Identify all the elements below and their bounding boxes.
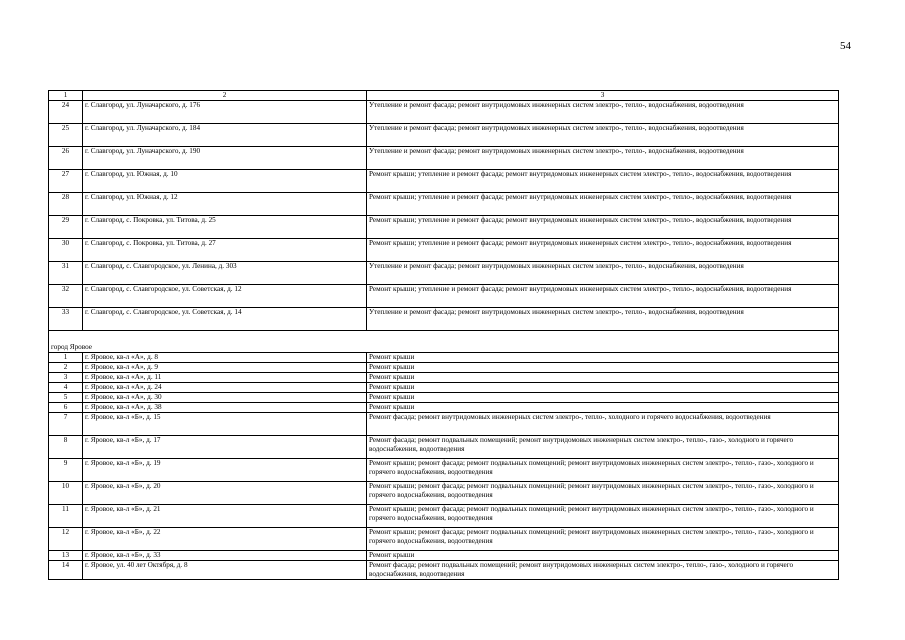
row-address: г. Славгород, с. Покровка, ул. Титова, д. 25 [83, 216, 367, 239]
table-row [49, 436, 839, 459]
row-address: г. Славгород, ул. Луначарского, д. 176 [83, 101, 367, 124]
row-address: г. Славгород, с. Славгородское, ул. Советская, д. 12 [83, 285, 367, 308]
row-work: Ремонт фасада; ремонт подвальных помещений; ремонт внутридомовых инженерных систем электро-, тепло-, газо-, холодного и горячего водоснабжения, водоотведения [367, 436, 839, 459]
table-row [49, 413, 839, 436]
row-address: г. Славгород, с. Славгородское, ул. Советская, д. 14 [83, 308, 367, 331]
row-work: Утепление и ремонт фасада; ремонт внутридомовых инженерных систем электро-, тепло-, водоснабжения, водоотведения [367, 262, 839, 285]
table-row [49, 383, 839, 393]
row-address: г. Славгород, с. Покровка, ул. Титова, д. 27 [83, 239, 367, 262]
table-row [49, 239, 839, 262]
row-address: г. Яровое, кв-л «Б», д. 21 [83, 505, 367, 528]
table-row [49, 459, 839, 482]
row-number: 32 [49, 285, 83, 308]
row-work: Ремонт крыши [367, 383, 839, 393]
row-address: г. Яровое, кв-л «Б», д. 20 [83, 482, 367, 505]
row-address: г. Яровое, кв-л «А», д. 38 [83, 403, 367, 413]
row-work: Утепление и ремонт фасада; ремонт внутридомовых инженерных систем электро-, тепло-, водоснабжения, водоотведения [367, 124, 839, 147]
row-work: Ремонт фасада; ремонт внутридомовых инженерных систем электро-, тепло-, холодного и горячего водоснабжения, водоотведения [367, 413, 839, 436]
row-number: 3 [49, 373, 83, 383]
row-address: г. Славгород, ул. Южная, д. 12 [83, 193, 367, 216]
table-row [49, 308, 839, 331]
row-address: г. Славгород, с. Славгородское, ул. Ленина, д. 303 [83, 262, 367, 285]
row-work: Ремонт крыши [367, 363, 839, 373]
row-number: 6 [49, 403, 83, 413]
row-work: Ремонт крыши; ремонт фасада; ремонт подвальных помещений; ремонт внутридомовых инженерных систем электро-, тепло-, газо-, холодного и горячего водоснабжения, водоотведения [367, 528, 839, 551]
row-address: г. Яровое, кв-л «Б», д. 17 [83, 436, 367, 459]
row-work: Ремонт крыши [367, 373, 839, 383]
row-number: 12 [49, 528, 83, 551]
row-address: г. Яровое, кв-л «Б», д. 22 [83, 528, 367, 551]
row-number: 25 [49, 124, 83, 147]
row-number: 5 [49, 393, 83, 403]
table-row [49, 482, 839, 505]
table-row [49, 528, 839, 551]
row-address: г. Яровое, кв-л «Б», д. 19 [83, 459, 367, 482]
row-number: 24 [49, 101, 83, 124]
row-address: г. Яровое, кв-л «А», д. 11 [83, 373, 367, 383]
row-work: Ремонт крыши; утепление и ремонт фасада; ремонт внутридомовых инженерных систем электро-, тепло-, водоснабжения, водоотведения [367, 193, 839, 216]
row-work: Ремонт крыши; утепление и ремонт фасада; ремонт внутридомовых инженерных систем электро-, тепло-, водоснабжения, водоотведения [367, 239, 839, 262]
table-row [49, 262, 839, 285]
row-number: 11 [49, 505, 83, 528]
table-row [49, 363, 839, 373]
row-address: г. Славгород, ул. Южная, д. 10 [83, 170, 367, 193]
row-work: Ремонт крыши [367, 551, 839, 561]
row-work: Утепление и ремонт фасада; ремонт внутридомовых инженерных систем электро-, тепло-, водоснабжения, водоотведения [367, 147, 839, 170]
row-address: г. Яровое, кв-л «А», д. 30 [83, 393, 367, 403]
row-number: 4 [49, 383, 83, 393]
header-cell: 3 [367, 91, 839, 101]
section-row [49, 331, 839, 353]
table-row [49, 193, 839, 216]
row-address: г. Славгород, ул. Луначарского, д. 184 [83, 124, 367, 147]
table-row [49, 393, 839, 403]
page-number: 54 [840, 40, 851, 52]
table-row [49, 551, 839, 561]
table-row [49, 170, 839, 193]
row-number: 9 [49, 459, 83, 482]
row-number: 14 [49, 561, 83, 580]
row-number: 1 [49, 353, 83, 363]
row-work: Ремонт крыши; утепление и ремонт фасада; ремонт внутридомовых инженерных систем электро-, тепло-, водоснабжения, водоотведения [367, 216, 839, 239]
row-address: г. Яровое, кв-л «А», д. 9 [83, 363, 367, 373]
table-row [49, 353, 839, 363]
row-number: 10 [49, 482, 83, 505]
row-work: Ремонт крыши; ремонт фасада; ремонт подвальных помещений; ремонт внутридомовых инженерных систем электро-, тепло-, газо-, холодного и горячего водоснабжения, водоотведения [367, 505, 839, 528]
table-row [49, 373, 839, 383]
row-work: Ремонт крыши [367, 353, 839, 363]
row-number: 7 [49, 413, 83, 436]
row-number: 33 [49, 308, 83, 331]
row-work: Ремонт крыши; утепление и ремонт фасада; ремонт внутридомовых инженерных систем электро-, тепло-, водоснабжения, водоотведения [367, 170, 839, 193]
row-address: г. Славгород, ул. Луначарского, д. 190 [83, 147, 367, 170]
row-number: 28 [49, 193, 83, 216]
table-row [49, 216, 839, 239]
repair-table [48, 90, 839, 580]
row-work: Ремонт крыши; ремонт фасада; ремонт подвальных помещений; ремонт внутридомовых инженерных систем электро-, тепло-, газо-, холодного и горячего водоснабжения, водоотведения [367, 482, 839, 505]
table-row [49, 101, 839, 124]
row-work: Ремонт фасада; ремонт подвальных помещений; ремонт внутридомовых инженерных систем электро-, тепло-, газо-, холодного и горячего водоснабжения, водоотведения [367, 561, 839, 580]
row-number: 13 [49, 551, 83, 561]
row-address: г. Яровое, кв-л «А», д. 8 [83, 353, 367, 363]
row-work: Ремонт крыши [367, 393, 839, 403]
row-address: г. Яровое, кв-л «А», д. 24 [83, 383, 367, 393]
header-cell: 2 [83, 91, 367, 101]
row-number: 27 [49, 170, 83, 193]
row-work: Ремонт крыши; ремонт фасада; ремонт подвальных помещений; ремонт внутридомовых инженерных систем электро-, тепло-, газо-, холодного и горячего водоснабжения, водоотведения [367, 459, 839, 482]
row-address: г. Яровое, кв-л «Б», д. 33 [83, 551, 367, 561]
header-cell: 1 [49, 91, 83, 101]
row-work: Утепление и ремонт фасада; ремонт внутридомовых инженерных систем электро-, тепло-, водоснабжения, водоотведения [367, 308, 839, 331]
row-work: Утепление и ремонт фасада; ремонт внутридомовых инженерных систем электро-, тепло-, водоснабжения, водоотведения [367, 101, 839, 124]
section-title: город Яровое [49, 331, 839, 353]
row-number: 31 [49, 262, 83, 285]
row-number: 30 [49, 239, 83, 262]
row-address: г. Яровое, ул. 40 лет Октября, д. 8 [83, 561, 367, 580]
table-row [49, 285, 839, 308]
row-number: 8 [49, 436, 83, 459]
row-number: 26 [49, 147, 83, 170]
row-work: Ремонт крыши [367, 403, 839, 413]
table-row [49, 147, 839, 170]
table-row [49, 561, 839, 580]
row-number: 29 [49, 216, 83, 239]
row-work: Ремонт крыши; утепление и ремонт фасада; ремонт внутридомовых инженерных систем электро-, тепло-, водоснабжения, водоотведения [367, 285, 839, 308]
table-row [49, 403, 839, 413]
row-address: г. Яровое, кв-л «Б», д. 15 [83, 413, 367, 436]
table-row [49, 505, 839, 528]
table-header-row [49, 91, 839, 101]
row-number: 2 [49, 363, 83, 373]
table-row [49, 124, 839, 147]
